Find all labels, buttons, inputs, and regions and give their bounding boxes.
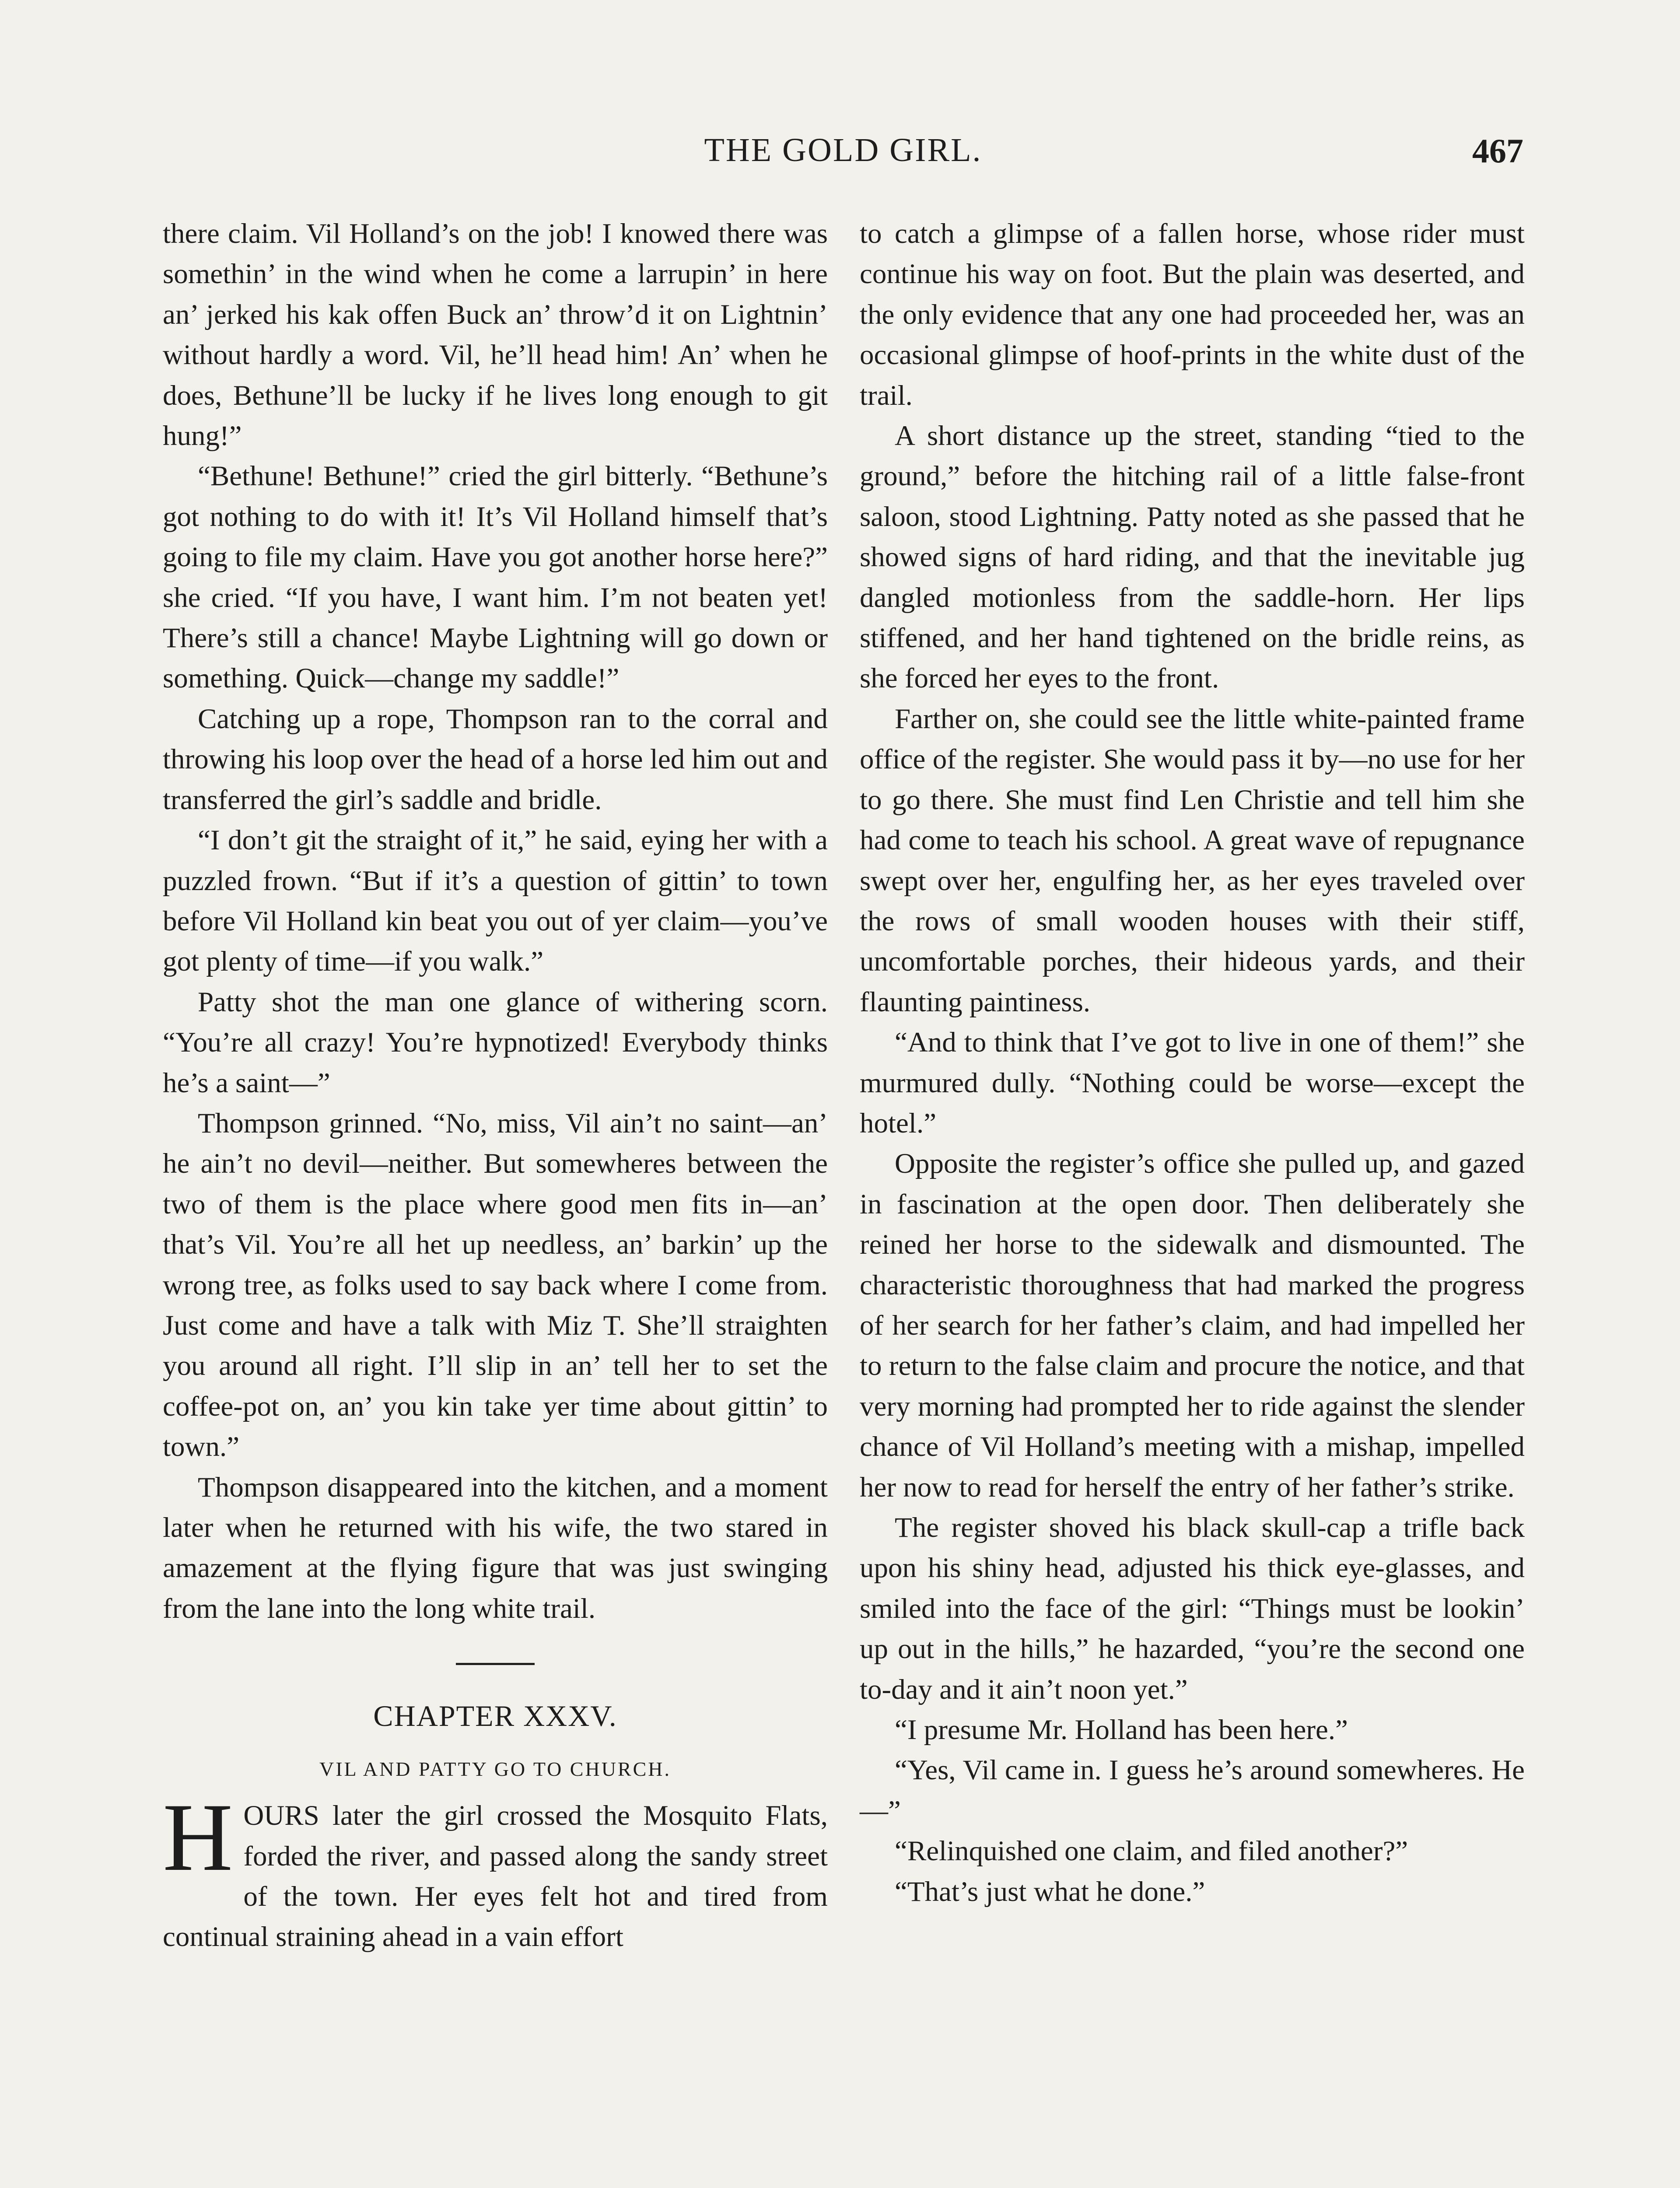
paragraph: Opposite the register’s office she pulled up, and gazed in fascination at the open door. Then deliberately she reined her horse to the sidewalk and dismounted. The characteristic thoroughness that had marked the progress of her search for her father’s claim, and had impelled her to return to the false claim and procure the notice, and that very morning had prompted her to ride against the slender chance of Vil Holland’s meeting with a mishap, impelled her now to read for herself the entry of her father’s strike.: [860, 1148, 1525, 1503]
paragraph: “Yes, Vil came in. I guess he’s around somewheres. He—”: [860, 1754, 1525, 1827]
paragraph: “And to think that I’ve got to live in one of them!” she murmured dully. “Nothing could be worse—except the hotel.”: [860, 1027, 1525, 1139]
paragraph: Thompson disappeared into the kitchen, and a moment later when he returned with his wife, the two stared in amazement at the flying figure that was just swinging from the lane into the long white trail.: [163, 1471, 828, 1624]
drop-cap: H: [163, 1784, 233, 1892]
running-title: THE GOLD GIRL.: [704, 132, 982, 168]
left-column: [163, 214, 828, 1957]
right-column: [860, 214, 1525, 1912]
paragraph: Patty shot the man one glance of withering scorn. “You’re all crazy! You’re hypnotized! Everybody thinks he’s a saint—”: [163, 986, 828, 1099]
chapter-opening-paragraph: [163, 1784, 828, 1957]
paragraph: Catching up a rope, Thompson ran to the corral and throwing his loop over the head of a horse led him out and transferred the girl’s saddle and bridle.: [163, 703, 828, 816]
paragraph: “Relinquished one claim, and filed another?”: [895, 1835, 1408, 1867]
paragraph: The register shoved his black skull-cap a trifle back upon his shiny head, adjusted his thick eye-glasses, and smiled into the face of the girl: “Things must be lookin’ up out in the hills,” he hazarded, “you’re the second one to-day and it ain’t noon yet.”: [860, 1512, 1525, 1705]
page-number: 467: [1472, 132, 1523, 170]
chapter-subtitle: VIL AND PATTY GO TO CHURCH.: [319, 1758, 672, 1781]
opening-text: OURS later the girl crossed the Mosquito Flats, forded the river, and passed along the sandy street of the town. Her eyes felt hot and tired from continual straining ahead in a vain effort: [163, 1800, 828, 1953]
section-divider: [456, 1663, 535, 1665]
paragraph: there claim. Vil Holland’s on the job! I knowed there was somethin’ in the wind when he come a larrupin’ in here an’ jerked his kak offen Buck an’ throw’d it on Lightnin’ without hardly a word. Vil, he’ll head him! An’ when he does, Bethune’ll be lucky if he lives long enough to git hung!”: [163, 218, 828, 452]
paragraph: “That’s just what he done.”: [895, 1876, 1205, 1907]
paragraph: “I presume Mr. Holland has been here.”: [895, 1714, 1348, 1746]
chapter-break: [163, 1663, 828, 1787]
paragraph: to catch a glimpse of a fallen horse, whose rider must continue his way on foot. But the plain was deserted, and the only evidence that any one had proceeded her, was an occasional glimpse of hoof-prints in the white dust of the trail.: [860, 218, 1525, 411]
page-header: [163, 131, 1523, 193]
chapter-heading: CHAPTER XXXV.: [373, 1699, 617, 1733]
paragraph: Farther on, she could see the little white-painted frame office of the register. She would pass it by—no use for her to go there. She must find Len Christie and tell him she had come to teach his school. A great wave of repugnance swept over her, engulfing her, as her eyes traveled over the rows of small wooden houses with their stiff, uncomfortable porches, their hideous yards, and their flaunting paintiness.: [860, 703, 1525, 1018]
paragraph: “I don’t git the straight of it,” he said, eying her with a puzzled frown. “But if it’s a question of gittin’ to town before Vil Holland kin beat you out of yer claim—you’ve got plenty of time—if you walk.”: [163, 824, 828, 978]
paragraph: A short distance up the street, standing “tied to the ground,” before the hitching rail of a little false-front saloon, stood Lightning. Patty noted as she passed that he showed signs of hard riding, and that the inevitable jug dangled motionless from the saddle-horn. Her lips stiffened, and her hand tightened on the bridle reins, as she forced her eyes to the front.: [860, 420, 1525, 694]
paragraph: “Bethune! Bethune!” cried the girl bitterly. “Bethune’s got nothing to do with it! It’s Vil Holland himself that’s going to file my claim. Have you got another horse here?” she cried. “If you have, I want him. I’m not beaten yet! There’s still a chance! Maybe Lightning will go down or something. Quick—change my saddle!”: [163, 460, 828, 694]
paragraph: Thompson grinned. “No, miss, Vil ain’t no saint—an’ he ain’t no devil—neither. But somewheres between the two of them is the place where good men fits in—an’ that’s Vil. You’re all het up needless, an’ barkin’ up the wrong tree, as folks used to say back where I come from. Just come and have a talk with Miz T. She’ll straighten you around all right. I’ll slip in an’ tell her to set the coffee-pot on, an’ you kin take yer time about gittin’ to town.”: [163, 1107, 828, 1463]
